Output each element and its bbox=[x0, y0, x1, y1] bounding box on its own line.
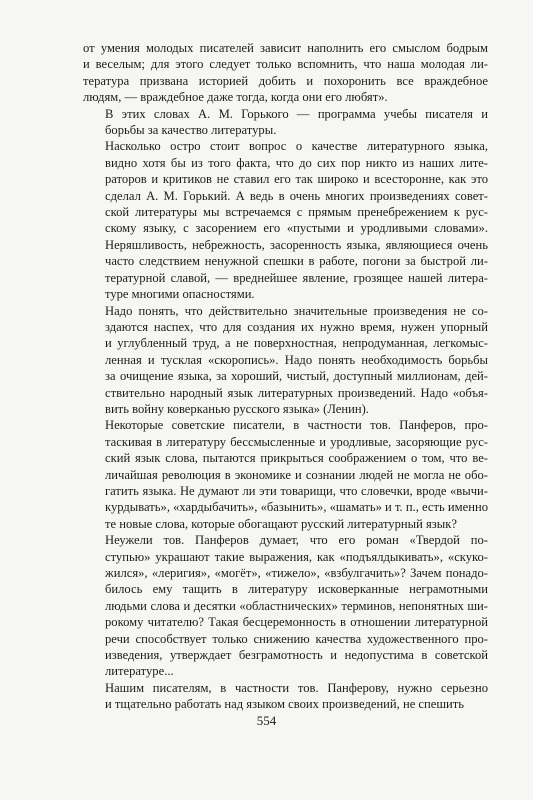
paragraph bbox=[83, 138, 488, 302]
paragraph bbox=[83, 40, 488, 106]
paragraph bbox=[83, 532, 488, 680]
body-text bbox=[83, 40, 488, 713]
text-line: таскивая в литературу бессмысленные и уродливые, засоряющие рус- bbox=[105, 434, 488, 449]
text-line: раторов и критиков не ставил его так широко и всесторонне, как это bbox=[105, 172, 488, 187]
text-line: тературной славой, — вреднейшее явление, грозящее нашей литера- bbox=[105, 270, 488, 285]
paragraph bbox=[83, 303, 488, 418]
text-line: здаются наспех, что для создания их нужно время, нужен упорный bbox=[105, 319, 488, 334]
text-line: ской литературы мы встречаемся с прямым пренебрежением к рус- bbox=[105, 205, 488, 220]
text-line: Насколько остро стоит вопрос о качестве литературного языка, bbox=[105, 139, 488, 154]
text-line: курдывать», «хардыбачить», «базынить», «шамать» и т. п., есть именно bbox=[105, 500, 488, 515]
text-line: скому языку, с засорением его «пустыми и уродливыми словами». bbox=[105, 221, 488, 236]
text-line: ступью» украшают такие выражения, как «подъялдыкивать», «скуко- bbox=[105, 549, 488, 564]
text-line: борьбы за качество литературы. bbox=[105, 123, 277, 138]
text-line: туре многими опасностями. bbox=[105, 287, 255, 302]
text-line: Неужели тов. Панферов думает, что его роман «Твердой по- bbox=[105, 533, 488, 548]
text-line: людям, — враждебное даже тогда, когда они его любят». bbox=[83, 90, 388, 105]
text-line: людьми слова и десятки «областнических» терминов, непонятных ши- bbox=[105, 598, 488, 613]
text-line: В этих словах А. М. Горького — программа учебы писателя и bbox=[105, 106, 488, 121]
text-line: ленная и тусклая «скоропись». Надо понять необходимость борьбы bbox=[105, 352, 488, 367]
text-line: речи способствует только снижению качества художественного про- bbox=[105, 631, 488, 646]
text-line: вить войну коверканью русского языка» (Ленин). bbox=[105, 401, 369, 416]
text-line: Надо понять, что действительно значительные произведения не со- bbox=[105, 303, 488, 318]
text-line: часто следствием ненужной спешки в работе, погони за быстрой ли- bbox=[105, 254, 488, 269]
text-line: Некоторые советские писатели, в частности тов. Панферов, про- bbox=[105, 418, 488, 433]
text-line: ский язык слова, пытаются прикрыться соображением о том, что ве- bbox=[105, 451, 488, 466]
text-line: сделал А. М. Горький. А ведь в очень многих произведениях совет- bbox=[105, 188, 488, 203]
text-line: литературе... bbox=[105, 664, 174, 679]
text-line: ствительно народный язык литературных произведений. Надо «объя- bbox=[105, 385, 488, 400]
paragraph bbox=[83, 680, 488, 713]
text-line: те новые слова, которые обогащают русский литературный язык? bbox=[105, 516, 457, 531]
text-line: рокому читателю? Такая бесцеремонность в отношении литературной bbox=[105, 615, 488, 630]
paragraph bbox=[83, 417, 488, 532]
text-line: Нашим писателям, в частности тов. Панферову, нужно серьезно bbox=[105, 680, 488, 695]
text-line: от умения молодых писателей зависит наполнить его смыслом бодрым bbox=[83, 41, 488, 55]
text-line: Неряшливость, небрежность, засоренность языка, являющиеся очень bbox=[105, 237, 488, 252]
text-line: и тщательно работать над языком своих произведений, не спешить bbox=[105, 697, 465, 712]
text-line: видно хотя бы из того факта, что до сих пор никто из наших лите- bbox=[105, 155, 488, 170]
text-line: гатить языка. Не думают ли эти товарищи, что словечки, вроде «вычи- bbox=[105, 483, 488, 498]
text-line: изведения, утверждает безграмотность и недопустима в советской bbox=[105, 648, 488, 663]
text-line: билось ему тащить в литературу исковерканные неграмотными bbox=[105, 582, 488, 597]
text-line: и углубленный труд, а не поверхностная, непродуманная, легкомыс- bbox=[105, 336, 488, 351]
page-number: 554 bbox=[256, 713, 277, 728]
text-line: жился», «леригия», «могёт», «тижело», «взбулгачить»? Зачем понадо- bbox=[105, 566, 488, 580]
text-line: личайшая революция в экономике и сознании людей не могла не обо- bbox=[105, 467, 488, 482]
text-line: тература призвана историей добить и похоронить все враждебное bbox=[83, 73, 488, 88]
text-line: за очищение языка, за хороший, чистый, доступный миллионам, дей- bbox=[105, 369, 488, 384]
text-line: и веселым; для этого следует только вспомнить, что наша молодая ли- bbox=[83, 57, 488, 72]
paragraph bbox=[83, 106, 488, 139]
